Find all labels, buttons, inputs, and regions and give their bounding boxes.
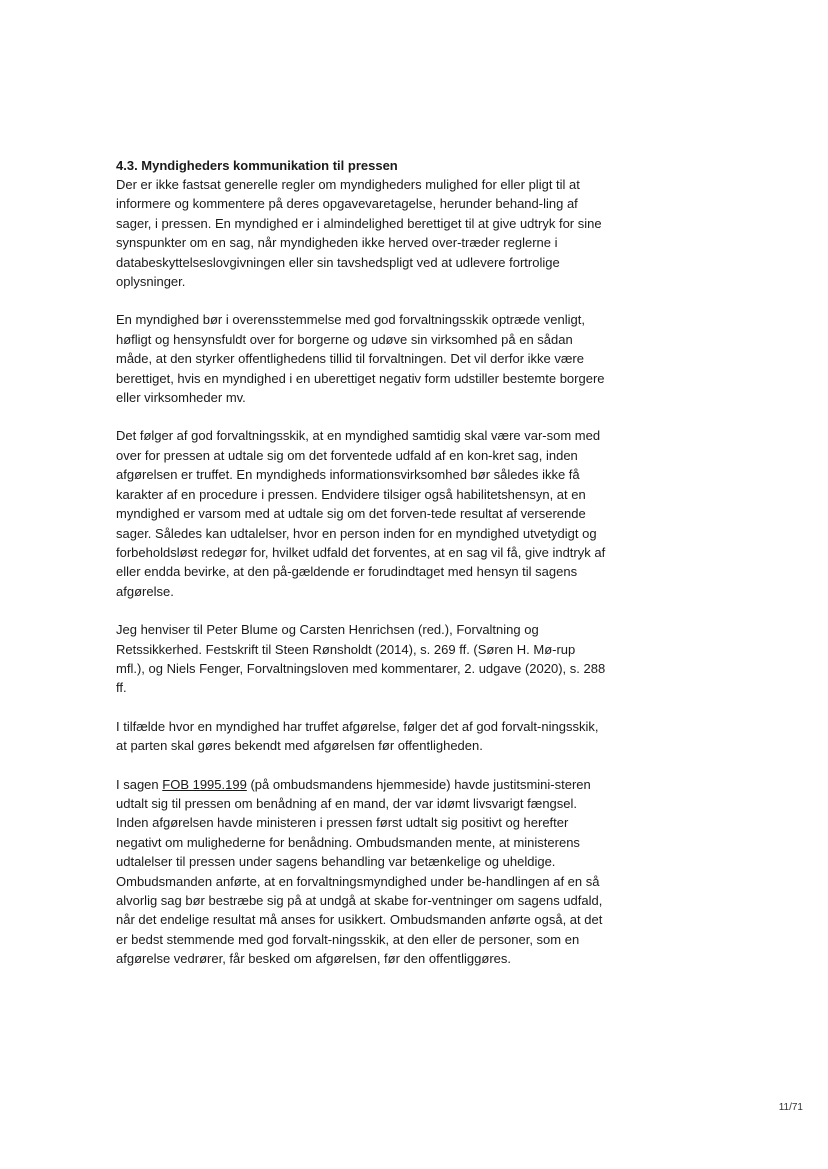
paragraph-fob-case bbox=[116, 775, 606, 969]
section-heading: 4.3. Myndigheders kommunikation til pressen bbox=[116, 158, 398, 173]
paragraph-general-rules: Der er ikke fastsat generelle regler om myndigheders mulighed for eller pligt til at informere og kommentere på deres opgavevaretagelse, herunder behand-ling af sager, i pressen. En myndighed er i almindelighed berettiget til at give udtryk for sine synspunkter om en sag, når myndigheden ikke herved over-træder reglerne i databeskyttelseslovgivningen eller sin tavshedspligt ved at udlevere fortrolige oplysninger. bbox=[116, 177, 602, 290]
paragraph-good-administration: En myndighed bør i overensstemmelse med god forvaltningsskik optræde venligt, høfligt og hensynsfuldt over for borgerne og udøve sin virksomhed på en sådan måde, at den styrker offentlighedens tillid til forvaltningen. Det vil derfor ikke være berettiget, hvis en myndighed i en uberettiget negativ form udstiller bestemte borgere eller virksomheder mv. bbox=[116, 312, 605, 406]
paragraph-party-informed: I tilfælde hvor en myndighed har truffet afgørelse, følger det af god forvalt-ningsskik, at parten skal gøres bekendt med afgørelsen før offentligheden. bbox=[116, 718, 599, 754]
page-number: 11/71 bbox=[778, 1102, 803, 1113]
document-body bbox=[116, 156, 606, 988]
paragraph-fob-case-intro: I sagen bbox=[116, 776, 163, 792]
paragraph-fob-case-body: (på ombudsmandens hjemmeside) havde justitsmini-steren udtalt sig til pressen om benådning af en mand, der var idømt livsvarigt fængsel. Inden afgørelsen havde ministeren i pressen først udtalt sig positivt og herefter negativt om mulighederne for benådning. Ombudsmanden mente, at ministerens udtalelser til pressen under sagens behandling var betænkelige og uheldige. Ombudsmanden anførte, at en forvaltningsmyndighed under be-handlingen af en så alvorlig sag bør bestræbe sig på at undgå at skabe for-ventninger om sagens udfald, når det endelige resultat må anses for usikkert. Ombudsmanden anførte også, at det er bedst stemmende med god forvalt-ningsskik, at den eller de personer, som en afgørelse vedrører, får besked om afgørelsen, før den offentliggøres. bbox=[116, 776, 603, 967]
fob-case-link[interactable]: FOB 1995.199 bbox=[162, 776, 247, 792]
paragraph-references: Jeg henviser til Peter Blume og Carsten Henrichsen (red.), Forvaltning og Retssikkerhed. Festskrift til Steen Rønsholdt (2014), s. 269 ff. (Søren H. Mø-rup mfl.), og Niels Fenger, Forvaltningsloven med kommentarer, 2. udgave (2020), s. 288 ff. bbox=[116, 622, 606, 696]
paragraph-caution-press: Det følger af god forvaltningsskik, at en myndighed samtidig skal være var-som med over for pressen at udtale sig om det forventede udfald af en kon-kret sag, inden afgørelsen er truffet. En myndigheds informationsvirksomhed bør således ikke få karakter af en procedure i pressen. Endvidere tilsiger også habilitetshensyn, at en myndighed er varsom med at udtale sig om det forven-tede resultat af verserende sager. Således kan udtalelser, hvor en person inden for en myndighed utvetydigt og forbeholdsløst redegør for, hvilket udfald det forventes, at en sag vil få, give indtryk af eller endda bevirke, at den på-gældende er forudindtaget med hensyn til sagens afgørelse. bbox=[116, 428, 606, 599]
